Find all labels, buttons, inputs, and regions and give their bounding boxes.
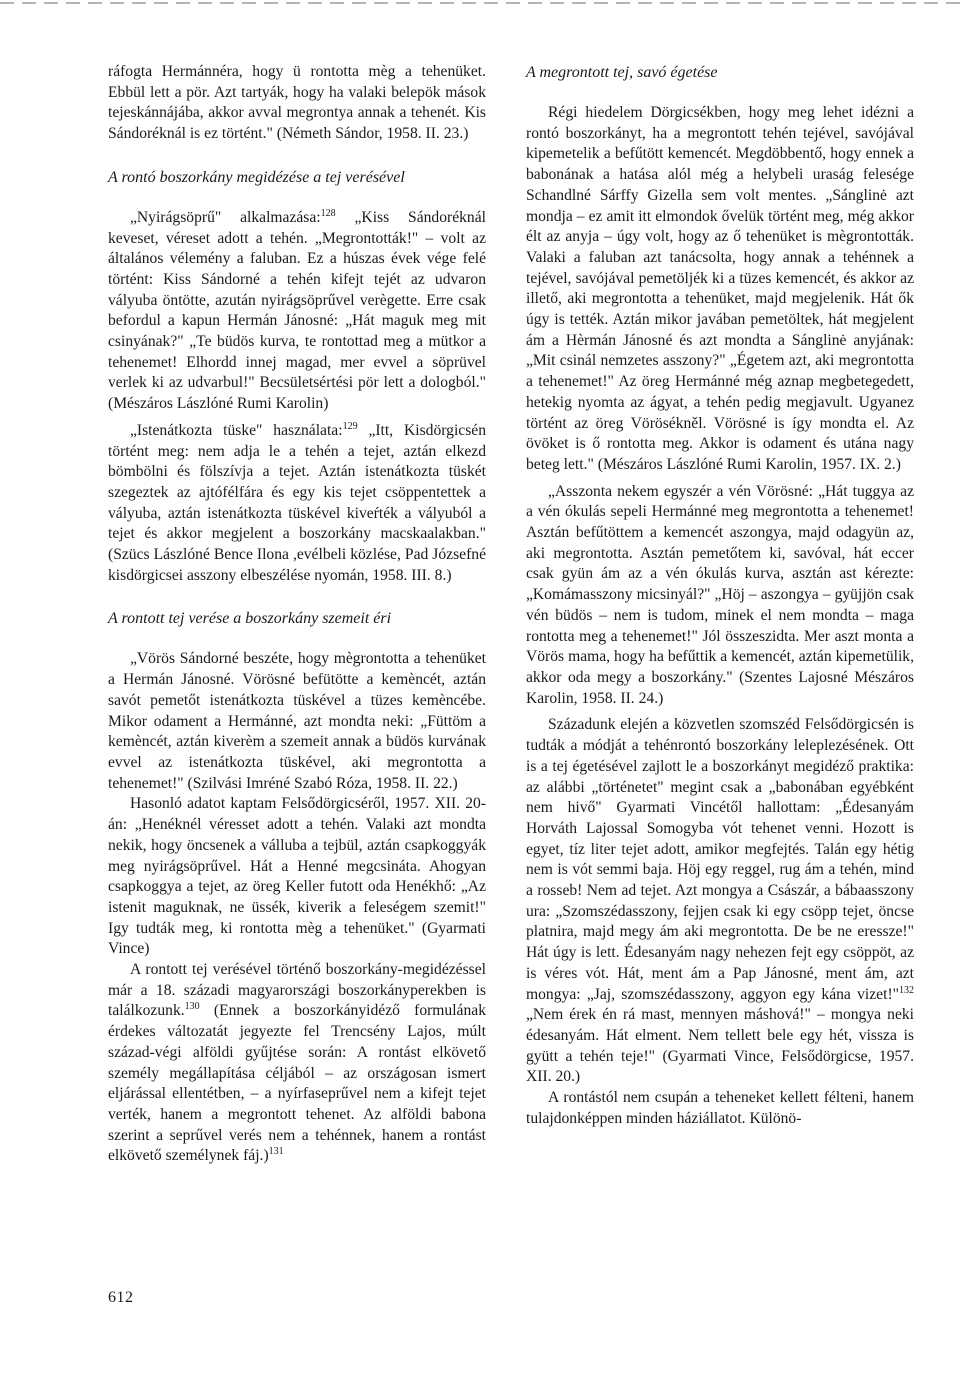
- paragraph: „Asszonta nekem egyszér a vén Vörösné: „Hát tuggya az a vén ókulás sepeli Hermánné meg megrontotta a tehenemet! Asztán befűtöttem a kemencét aszongya, majd odagyün az, aki megrontotta. Asztán pemetőtem ki, savóval, hát eccer csak gyün ám az a vén ókulás kurva, asztán ast kérezte: „Komámasszony micsinyál?" „Höj – aszongya – gyüjjön csak vén büdös – nem is tudom, minek el nem mondta – maga rontotta meg a tehenemet!" Jól összeszidta. Mer aszt monta a Vörös mama, hogy ha befűttik a kemencét, aztán kipemetülik, akkor oda megy a boszorkány." (Szentes Lajosné Mészáros Karolin, 1958. II. 24.): [526, 482, 914, 707]
- paragraph: „Vörös Sándorné beszéte, hogy mègrontotta a tehenüket a Hermán Jánosné. Vörösné befütötte a kemèncét, aztán savót pemetőt istenátkozta tüskével a tüzes kemèncébe. Mikor odament a Hermánné, azt mondta neki: „Füttöm a kemèncét, aztán kiverèm a szemeit annak a büdös kurvának evvel az istenátkozta tüskével, aki megrontotta a tehenemet!" (Szilvási Imréné Szabó Róza, 1958. II. 22.): [108, 650, 486, 792]
- scan-edge-artifact: [0, 2, 960, 4]
- paragraph-text: Századunk elején a közvetlen szomszéd Felsődörgicsén is tudták a módját a tehénrontó boszorkány leleplezésének. Ott is a tej égetésével zajlott le a boszorkányt megidéző praktika: az alábbi „történetet" megint csak a „babonában egyébként nem hivő" Gyarmati Vincétől hallottam: „Édesanyám Horváth Lajossal Somogyba vót tehenet venni. Hozott is egyet, tíz liter tejet adott, amikor megfejtés. Talán egy hétig nem is vót semmi baja. Höj egy reggel, rug ám a tehén, mind a rosseb! Nem ad tejet. Azt mongya a Császár, a bábaasszony ura: „Szomszédasszony, fejjen csak ki egy csöpp tejet, öncse platnira, majd megy ám aki megrontotta. De be ne eressze!" Hát úgy is lett. Édesanyám nagy nehezen fejt egy csöppöt, az is véres vót. Hát, ment ám a Pap Jánosné, ment ám, azt mongya: „Jaj, szomszédasszony, aggyon egy kána vizet!": [526, 716, 914, 1003]
- paragraph: [526, 715, 914, 1088]
- paragraph-text: (Ennek a boszorkányidéző formulának érdekes változatát jegyezte fel Trencsény Lajos, múlt század-végi alföldi gyűjtése során: A rontást elkövető személy megállapítása céljából – az országosan ismert eljárással ellentétben, – a nyírfaseprűvel nem a kifejt tejet verték, hanem a megrontott tehenet. Az alföldi babona szerint a seprűvel verés nem a tehénnek, hanem a rontást elkövető személynek fáj.): [108, 1002, 486, 1165]
- page-number: 612: [108, 1289, 134, 1306]
- paragraph: A rontástól nem csupán a teheneket kellett félteni, hanem tulajdonképpen minden háziállatot. Különö-: [526, 1089, 914, 1127]
- paragraph-text: „Nyirágsöprű" alkalmazása:: [130, 208, 321, 226]
- footnote-reference: 132: [899, 984, 914, 996]
- paragraph: [108, 960, 486, 1167]
- section-heading: A megrontott tej, savó égetése: [526, 64, 718, 81]
- paragraph: [108, 208, 486, 415]
- footnote-reference: 129: [342, 420, 358, 432]
- paragraph-text: „Nem érek én rá mast, mennyen máshová!" – mongya neki édesanyám. Hát elment. Nem tellett bele egy hét, vissza is gyütt a tehén teje!" (Gyarmati Vince, Felsődörgicse, 1957. XII. 20.): [526, 1006, 914, 1086]
- paragraph: Régi hiedelem Dörgicsékben, hogy meg lehet idézni a rontó boszorkányt, ha a megrontott tehén tejével, savójával kipemetelik a befűtött kemencét. Megdöbbentő, hogy ennek a babonának a hatása alól még a helybeli uraság felesége Schandlné Sárffy Gizella sem volt mentes. „Sánglinė azt mondja – ez amit itt elmondok ővelük történt meg, még akkor élt az anyja – úgy volt, hogy az ő tehenüket is mègrontották. Valaki a faluban azt tanácsolta, hogy annak a tehénnek a tejével, savójával pemetöljék ki a tüzes kemencét, és akkor az illető, aki megrontotta a tehenüket, majd megjelenik. Hát ők úgy is tették. Aztán mikor javában pemetöltek, hát megjelent ám a Hèrmán Jánosné és azt mondta a Sánglinė anyjának: „Mit csinál nemzetes asszony?" „Égetem azt, aki megrontotta a tehenemet!" Az öreg Hermánné még aznap megbetegedett, hetekig nyomta az ágyat, a tehén pedig megjavult. Ugyanez történt az öreg Vörösékněl. Vörösné is így mondta el. Az övöket is ő rontotta meg. Akkor is odament és utána nagy beteg lett." (Mészáros Lászlóné Rumi Karolin, 1957. IX. 2.): [526, 104, 914, 473]
- footnote-reference: 130: [184, 1001, 200, 1013]
- paragraph-text: „Itt, Kisdörgicsén történt meg: nem adja le a tehén a tejet, aztán elkezd bömbölni és fölszívja a tejet. Aztán istenátkozta tüskét szegeztek az ajtófélfára és egy kis tejet csöppentettek a vályuba, aztán istenátkozta tüskével kiveŕték a vályuból a tejet és akkor megjelent a boszorkány macskaalakban." (Szücs Lászlóné Bence Ilona ,evélbeli közlése, Pad Józsefné kisdörgicsei asszony elbeszélése nyomán, 1958. III. 8.): [108, 421, 486, 584]
- paragraph-text: A rontott tej verésével történő boszorkány-megidézéssel már a 18. századi magyarországi boszorkányperekben is találkozunk.: [108, 961, 486, 1020]
- section-heading: A rontott tej verése a boszorkány szemeit éri: [108, 610, 392, 628]
- left-column: [108, 62, 486, 1167]
- paragraph-text: „Istenátkozta tüske" használata:: [130, 421, 343, 439]
- footnote-reference: 128: [320, 207, 336, 219]
- paragraph: Hasonló adatot kaptam Felsődörgicséről, 1957. XII. 20-án: „Henéknél véresset adott a tehén. Valaki azt mondta nekik, hogy öncsenek a válluba a tejbül, aztán csapkoggyák meg nyirágsöprűvel. Hát a Henné megcsináta. Ahogyan csapkoggya a tejet, az öreg Keller futott oda Henékhő: „Az istenit maguknak, ne üssék, kiverik a feleségem szemit!" Igy tudták meg, ki rontotta mèg a tehenüket." (Gyarmati Vince): [108, 795, 486, 958]
- right-column: [526, 62, 914, 1129]
- section-heading: A rontó boszorkány megidézése a tej verésével: [108, 168, 405, 186]
- paragraph-text: „Kiss Sándoréknál keveset, véreset adott a tehén. „Megrontották!" – volt az általános vélemény a faluban. Ez a húszas évek vége felé történt: Kiss Sándorné a tehén kifejt tejét az udvaron vályuba öntötte, azután nyirágsöprűvel verègette. Erre csak befordul a kapun Hermán Jánosné: „Hát maguk meg mit csinyának?" „Te büdös kurva, te rontottad meg a mütkor a tehenemet! Elhordd innej magad, mer evvel a söprüvel verlek ki az udvarbul!" Becsületsértési pör lett a dologból." (Mészáros Lászlóné Rumi Karolin): [108, 208, 486, 413]
- paragraph: [108, 421, 486, 587]
- footnote-reference: 131: [268, 1146, 284, 1158]
- paragraph: ráfogta Hermánnéra, hogy ü rontotta mèg a tehenüket. Ebbül lett a pör. Azt tartyák, hogy ha valaki belepök mások tejeskánnájába, akkor avval megrontya annak a tehenét. Kis Sándoréknál is ez történt." (Németh Sándor, 1958. II. 23.): [108, 63, 486, 143]
